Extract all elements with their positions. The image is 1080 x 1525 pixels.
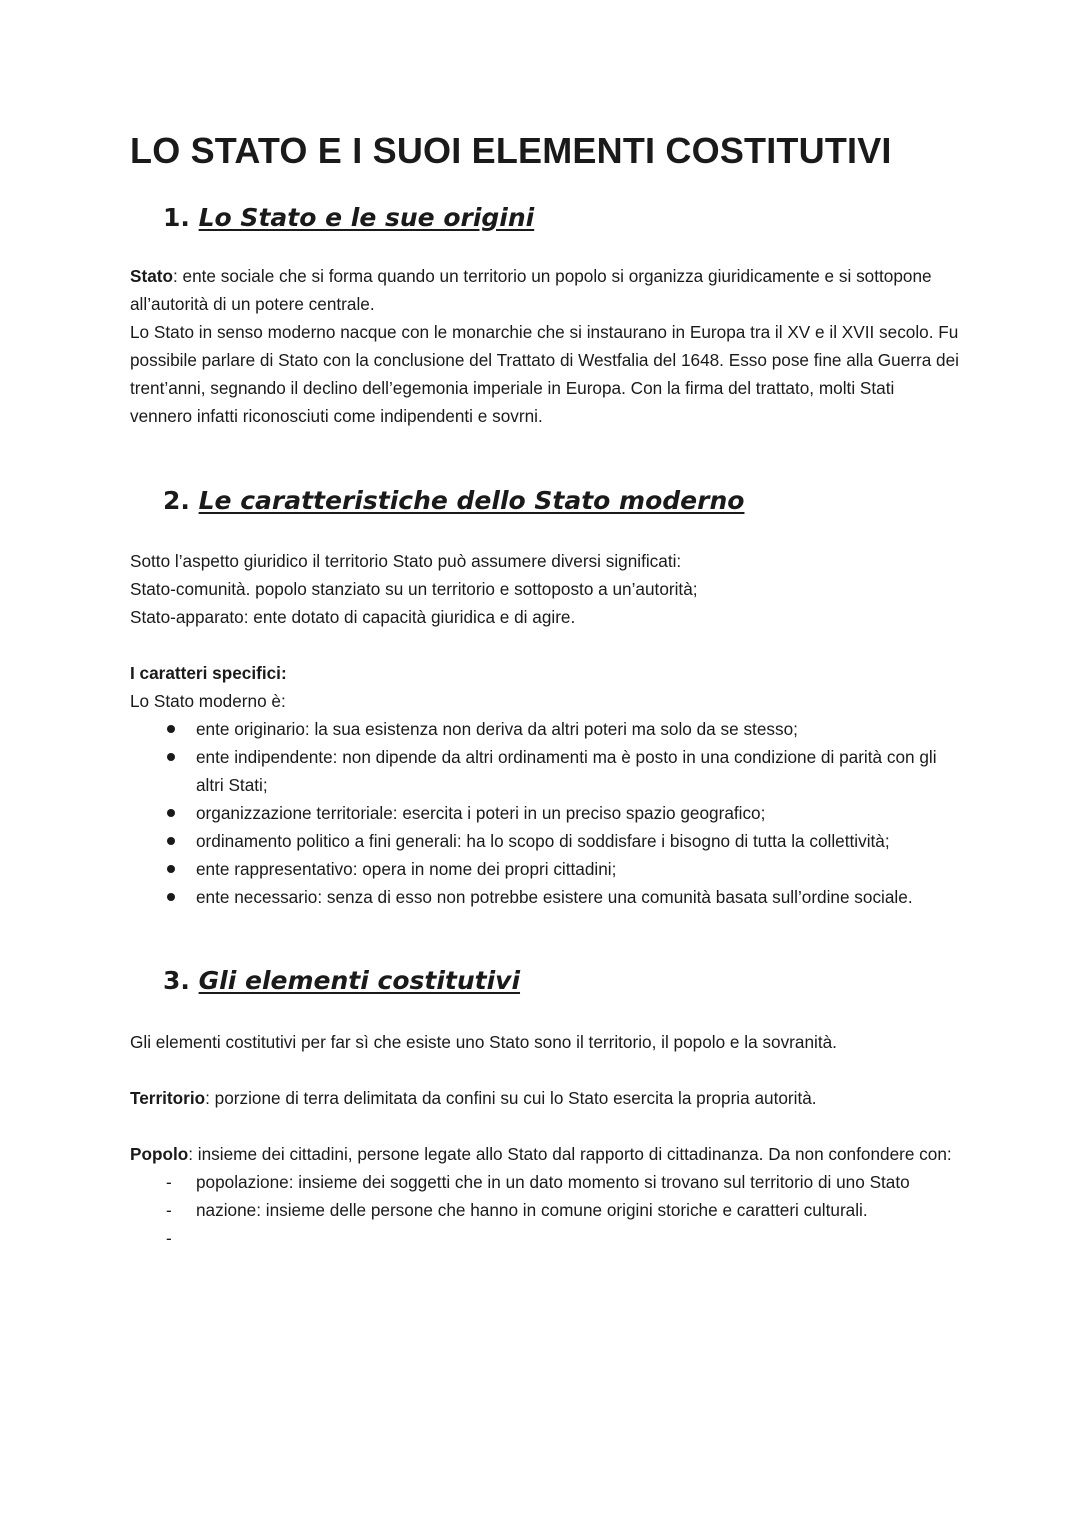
section-2-title: Le caratteristiche dello Stato moderno (198, 486, 745, 515)
section-2-body (130, 547, 960, 911)
caratteri-intro: Lo Stato moderno è: (130, 691, 286, 711)
popolo-definition (130, 1140, 960, 1168)
list-item: - nazione: insieme delle persone che hanno in comune origini storiche e caratteri culturali. (130, 1196, 960, 1224)
document-title: LO STATO E I SUOI ELEMENTI COSTITUTIVI (130, 130, 892, 171)
caratteri-list (130, 715, 960, 911)
stato-definition (130, 262, 960, 318)
list-item-empty (130, 1224, 960, 1252)
section-3-heading (163, 966, 520, 995)
list-item: ente originario: la sua esistenza non deriva da altri poteri ma solo da se stesso; (130, 715, 960, 743)
caratteri-subheading: I caratteri specifici: (130, 663, 287, 683)
section-1-title: Lo Stato e le sue origini (198, 203, 535, 232)
stato-term: Stato (130, 266, 173, 286)
territorio-definition (130, 1084, 960, 1112)
list-item: organizzazione territoriale: esercita i poteri in un preciso spazio geografico; (130, 799, 960, 827)
elementi-intro: Gli elementi costitutivi per far sì che esiste uno Stato sono il territorio, il popolo e la sovranità. (130, 1032, 837, 1052)
section-3-title: Gli elementi costitutivi (198, 966, 521, 995)
list-item: ente indipendente: non dipende da altri ordinamenti ma è posto in una condizione di parità con gli altri Stati; (130, 743, 960, 799)
section-2-line-3: Stato-apparato: ente dotato di capacità giuridica e di agire. (130, 607, 576, 627)
list-item: ordinamento politico a fini generali: ha lo scopo di soddisfare i bisogno di tutta la collettività; (130, 827, 960, 855)
popolo-distinctions-list (130, 1168, 960, 1252)
section-3-number: 3. (163, 966, 190, 995)
list-item: ente necessario: senza di esso non potrebbe esistere una comunità basata sull’ordine sociale. (130, 883, 960, 911)
stato-origins-paragraph: Lo Stato in senso moderno nacque con le monarchie che si instaurano in Europa tra il XV e il XVII secolo. Fu possibile parlare di Stato con la conclusione del Trattato di Westfalia del 1648. Esso pose fine alla Guerra dei trent’anni, segnando il declino dell’egemonia imperiale in Europa. Con la firma del trattato, molti Stati vennero infatti riconosciuti come indipendenti e sovrni. (130, 322, 959, 426)
section-1-number: 1. (163, 203, 190, 232)
stato-definition-text: : ente sociale che si forma quando un territorio un popolo si organizza giuridicamente e si sottopone all’autorità di un potere centrale. (130, 266, 932, 314)
section-2-number: 2. (163, 486, 190, 515)
list-item: - popolazione: insieme dei soggetti che in un dato momento si trovano sul territorio di uno Stato (130, 1168, 960, 1196)
list-item: ente rappresentativo: opera in nome dei propri cittadini; (130, 855, 960, 883)
popolo-definition-text: : insieme dei cittadini, persone legate allo Stato dal rapporto di cittadinanza. Da non confondere con: (188, 1144, 952, 1164)
section-2-heading (163, 486, 744, 515)
section-1-heading (163, 203, 534, 232)
spacer (130, 631, 960, 659)
section-2-line-2: Stato-comunità. popolo stanziato su un territorio e sottoposto a un’autorità; (130, 579, 698, 599)
section-1-body (130, 262, 960, 430)
popolo-term: Popolo (130, 1144, 189, 1164)
territorio-term: Territorio (130, 1088, 206, 1108)
spacer (130, 1056, 960, 1084)
section-3-body (130, 1028, 960, 1252)
territorio-definition-text: : porzione di terra delimitata da confini su cui lo Stato esercita la propria autorità. (205, 1088, 817, 1108)
spacer (130, 1112, 960, 1140)
section-2-line-1: Sotto l’aspetto giuridico il territorio Stato può assumere diversi significati: (130, 551, 682, 571)
